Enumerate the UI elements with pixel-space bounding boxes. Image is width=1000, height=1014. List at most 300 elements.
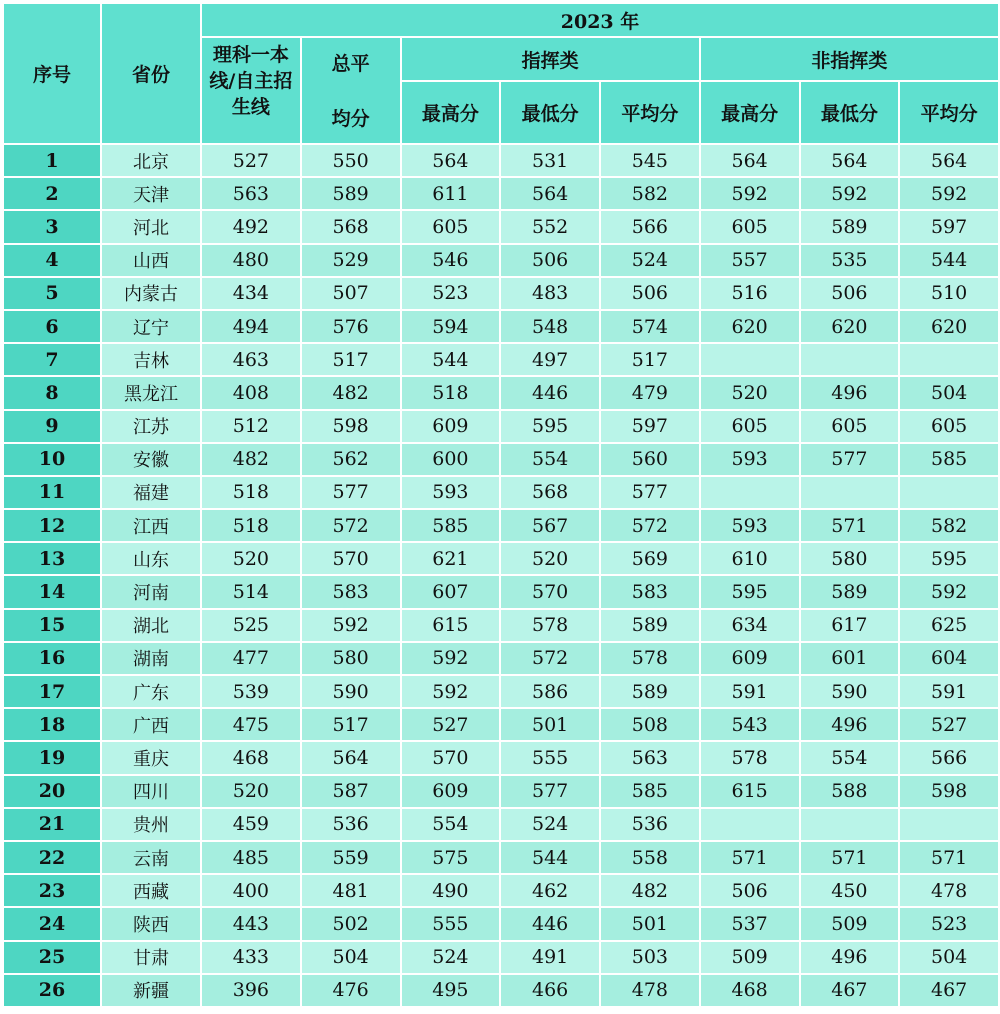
row-command-avg: 583 bbox=[600, 575, 700, 608]
row-command-max: 490 bbox=[401, 874, 501, 907]
row-total-average: 517 bbox=[301, 343, 401, 376]
row-non-command-avg: 566 bbox=[899, 741, 999, 774]
row-command-min: 578 bbox=[500, 609, 600, 642]
row-non-command-min: 554 bbox=[800, 741, 900, 774]
row-first-tier-line: 485 bbox=[201, 841, 301, 874]
table-row bbox=[3, 376, 999, 409]
row-command-avg: 558 bbox=[600, 841, 700, 874]
row-non-command-min: 496 bbox=[800, 376, 900, 409]
total-average-header-bottom: 均分 bbox=[331, 107, 370, 130]
table-row bbox=[3, 542, 999, 575]
row-command-min: 567 bbox=[500, 509, 600, 542]
row-province: 广东 bbox=[101, 675, 201, 708]
row-command-max: 600 bbox=[401, 443, 501, 476]
row-index: 23 bbox=[3, 874, 101, 907]
non-command-max-header: 最高分 bbox=[700, 81, 800, 144]
row-non-command-avg: 571 bbox=[899, 841, 999, 874]
row-province: 山西 bbox=[101, 244, 201, 277]
row-command-max: 495 bbox=[401, 974, 501, 1007]
row-non-command-max: 593 bbox=[700, 509, 800, 542]
row-province: 河南 bbox=[101, 575, 201, 608]
row-non-command-avg: 592 bbox=[899, 177, 999, 210]
row-first-tier-line: 482 bbox=[201, 443, 301, 476]
row-command-avg: 545 bbox=[600, 144, 700, 177]
row-command-avg: 517 bbox=[600, 343, 700, 376]
row-command-min: 501 bbox=[500, 708, 600, 741]
total-average-header bbox=[301, 37, 401, 144]
row-index: 15 bbox=[3, 609, 101, 642]
row-non-command-max: 592 bbox=[700, 177, 800, 210]
non-command-avg-header: 平均分 bbox=[899, 81, 999, 144]
row-command-max: 592 bbox=[401, 675, 501, 708]
row-non-command-max bbox=[700, 808, 800, 841]
row-non-command-min: 564 bbox=[800, 144, 900, 177]
table-row bbox=[3, 941, 999, 974]
row-command-min: 446 bbox=[500, 376, 600, 409]
command-category-header: 指挥类 bbox=[401, 37, 700, 81]
table-row bbox=[3, 244, 999, 277]
row-command-avg: 585 bbox=[600, 775, 700, 808]
row-total-average: 576 bbox=[301, 310, 401, 343]
row-first-tier-line: 514 bbox=[201, 575, 301, 608]
index-header: 序号 bbox=[3, 3, 101, 144]
row-total-average: 504 bbox=[301, 941, 401, 974]
row-command-avg: 503 bbox=[600, 941, 700, 974]
row-province: 江西 bbox=[101, 509, 201, 542]
non-command-category-header: 非指挥类 bbox=[700, 37, 999, 81]
row-command-avg: 574 bbox=[600, 310, 700, 343]
row-command-min: 497 bbox=[500, 343, 600, 376]
row-first-tier-line: 468 bbox=[201, 741, 301, 774]
row-non-command-max: 610 bbox=[700, 542, 800, 575]
row-non-command-max: 571 bbox=[700, 841, 800, 874]
row-total-average: 559 bbox=[301, 841, 401, 874]
row-province: 吉林 bbox=[101, 343, 201, 376]
row-non-command-avg: 582 bbox=[899, 509, 999, 542]
row-command-avg: 506 bbox=[600, 277, 700, 310]
row-province: 北京 bbox=[101, 144, 201, 177]
row-province: 重庆 bbox=[101, 741, 201, 774]
row-non-command-min: 450 bbox=[800, 874, 900, 907]
row-non-command-max bbox=[700, 476, 800, 509]
row-first-tier-line: 477 bbox=[201, 642, 301, 675]
row-first-tier-line: 480 bbox=[201, 244, 301, 277]
row-non-command-max: 506 bbox=[700, 874, 800, 907]
table-row bbox=[3, 974, 999, 1007]
row-index: 17 bbox=[3, 675, 101, 708]
row-index: 20 bbox=[3, 775, 101, 808]
table-row bbox=[3, 741, 999, 774]
row-command-avg: 589 bbox=[600, 609, 700, 642]
row-command-max: 605 bbox=[401, 210, 501, 243]
row-total-average: 572 bbox=[301, 509, 401, 542]
row-first-tier-line: 463 bbox=[201, 343, 301, 376]
row-command-avg: 524 bbox=[600, 244, 700, 277]
row-non-command-min: 571 bbox=[800, 509, 900, 542]
row-first-tier-line: 459 bbox=[201, 808, 301, 841]
row-province: 湖北 bbox=[101, 609, 201, 642]
row-command-max: 554 bbox=[401, 808, 501, 841]
row-total-average: 583 bbox=[301, 575, 401, 608]
row-total-average: 577 bbox=[301, 476, 401, 509]
row-non-command-min: 496 bbox=[800, 708, 900, 741]
row-non-command-max: 509 bbox=[700, 941, 800, 974]
row-command-min: 531 bbox=[500, 144, 600, 177]
row-province: 四川 bbox=[101, 775, 201, 808]
row-non-command-min: 617 bbox=[800, 609, 900, 642]
row-command-min: 462 bbox=[500, 874, 600, 907]
row-non-command-min: 592 bbox=[800, 177, 900, 210]
row-index: 18 bbox=[3, 708, 101, 741]
row-first-tier-line: 539 bbox=[201, 675, 301, 708]
row-command-avg: 566 bbox=[600, 210, 700, 243]
row-command-max: 611 bbox=[401, 177, 501, 210]
row-command-min: 524 bbox=[500, 808, 600, 841]
row-command-max: 570 bbox=[401, 741, 501, 774]
row-non-command-max bbox=[700, 343, 800, 376]
table-row bbox=[3, 509, 999, 542]
row-first-tier-line: 434 bbox=[201, 277, 301, 310]
row-total-average: 507 bbox=[301, 277, 401, 310]
row-non-command-avg: 598 bbox=[899, 775, 999, 808]
year-header: 2023 年 bbox=[201, 3, 999, 37]
table-row bbox=[3, 410, 999, 443]
row-non-command-avg: 527 bbox=[899, 708, 999, 741]
row-command-avg: 582 bbox=[600, 177, 700, 210]
row-command-max: 523 bbox=[401, 277, 501, 310]
row-non-command-max: 578 bbox=[700, 741, 800, 774]
row-total-average: 517 bbox=[301, 708, 401, 741]
row-command-min: 564 bbox=[500, 177, 600, 210]
row-non-command-min: 589 bbox=[800, 210, 900, 243]
row-command-min: 552 bbox=[500, 210, 600, 243]
row-total-average: 562 bbox=[301, 443, 401, 476]
row-non-command-avg: 564 bbox=[899, 144, 999, 177]
row-non-command-avg: 510 bbox=[899, 277, 999, 310]
row-non-command-max: 591 bbox=[700, 675, 800, 708]
row-command-max: 524 bbox=[401, 941, 501, 974]
row-non-command-avg: 523 bbox=[899, 907, 999, 940]
row-total-average: 564 bbox=[301, 741, 401, 774]
row-non-command-avg: 591 bbox=[899, 675, 999, 708]
row-first-tier-line: 525 bbox=[201, 609, 301, 642]
row-province: 安徽 bbox=[101, 443, 201, 476]
row-total-average: 568 bbox=[301, 210, 401, 243]
row-province: 贵州 bbox=[101, 808, 201, 841]
row-index: 10 bbox=[3, 443, 101, 476]
table-row bbox=[3, 609, 999, 642]
row-non-command-min: 580 bbox=[800, 542, 900, 575]
row-non-command-avg: 504 bbox=[899, 941, 999, 974]
row-first-tier-line: 494 bbox=[201, 310, 301, 343]
row-province: 湖南 bbox=[101, 642, 201, 675]
row-total-average: 481 bbox=[301, 874, 401, 907]
row-non-command-max: 537 bbox=[700, 907, 800, 940]
row-non-command-max: 543 bbox=[700, 708, 800, 741]
row-total-average: 570 bbox=[301, 542, 401, 575]
row-province: 甘肃 bbox=[101, 941, 201, 974]
table-row bbox=[3, 343, 999, 376]
row-command-min: 446 bbox=[500, 907, 600, 940]
row-non-command-min bbox=[800, 476, 900, 509]
table-row bbox=[3, 476, 999, 509]
row-first-tier-line: 400 bbox=[201, 874, 301, 907]
row-total-average: 598 bbox=[301, 410, 401, 443]
row-province: 内蒙古 bbox=[101, 277, 201, 310]
row-command-max: 615 bbox=[401, 609, 501, 642]
line-header: 理科一本线/自主招生线 bbox=[201, 37, 301, 144]
total-average-header-top: 总平 bbox=[331, 52, 370, 75]
row-non-command-avg bbox=[899, 343, 999, 376]
table-row bbox=[3, 310, 999, 343]
row-non-command-avg: 585 bbox=[899, 443, 999, 476]
row-non-command-min: 496 bbox=[800, 941, 900, 974]
command-min-header: 最低分 bbox=[500, 81, 600, 144]
row-command-min: 568 bbox=[500, 476, 600, 509]
row-non-command-max: 605 bbox=[700, 410, 800, 443]
table-body bbox=[3, 144, 999, 1007]
row-index: 8 bbox=[3, 376, 101, 409]
row-command-min: 595 bbox=[500, 410, 600, 443]
row-command-max: 592 bbox=[401, 642, 501, 675]
row-command-min: 586 bbox=[500, 675, 600, 708]
row-first-tier-line: 518 bbox=[201, 509, 301, 542]
row-non-command-max: 595 bbox=[700, 575, 800, 608]
row-command-min: 491 bbox=[500, 941, 600, 974]
row-total-average: 529 bbox=[301, 244, 401, 277]
admission-score-table bbox=[2, 2, 1000, 1008]
row-province: 黑龙江 bbox=[101, 376, 201, 409]
row-command-max: 594 bbox=[401, 310, 501, 343]
row-total-average: 592 bbox=[301, 609, 401, 642]
row-command-max: 564 bbox=[401, 144, 501, 177]
row-index: 25 bbox=[3, 941, 101, 974]
row-index: 16 bbox=[3, 642, 101, 675]
non-command-min-header: 最低分 bbox=[800, 81, 900, 144]
row-province: 广西 bbox=[101, 708, 201, 741]
row-index: 4 bbox=[3, 244, 101, 277]
row-index: 2 bbox=[3, 177, 101, 210]
row-non-command-min: 467 bbox=[800, 974, 900, 1007]
row-non-command-min: 601 bbox=[800, 642, 900, 675]
row-non-command-min: 605 bbox=[800, 410, 900, 443]
command-max-header: 最高分 bbox=[401, 81, 501, 144]
row-command-avg: 501 bbox=[600, 907, 700, 940]
row-index: 9 bbox=[3, 410, 101, 443]
row-non-command-min: 571 bbox=[800, 841, 900, 874]
table-row bbox=[3, 775, 999, 808]
table-row bbox=[3, 177, 999, 210]
row-command-max: 609 bbox=[401, 410, 501, 443]
table-row bbox=[3, 708, 999, 741]
row-index: 5 bbox=[3, 277, 101, 310]
row-province: 陕西 bbox=[101, 907, 201, 940]
table-row bbox=[3, 675, 999, 708]
row-non-command-min: 509 bbox=[800, 907, 900, 940]
row-non-command-max: 468 bbox=[700, 974, 800, 1007]
row-command-max: 544 bbox=[401, 343, 501, 376]
row-command-min: 548 bbox=[500, 310, 600, 343]
row-command-max: 621 bbox=[401, 542, 501, 575]
row-non-command-max: 520 bbox=[700, 376, 800, 409]
row-command-avg: 578 bbox=[600, 642, 700, 675]
row-index: 14 bbox=[3, 575, 101, 608]
table-header bbox=[3, 3, 999, 144]
row-command-avg: 482 bbox=[600, 874, 700, 907]
table-row bbox=[3, 443, 999, 476]
row-province: 天津 bbox=[101, 177, 201, 210]
row-command-max: 593 bbox=[401, 476, 501, 509]
row-command-min: 483 bbox=[500, 277, 600, 310]
row-non-command-min: 506 bbox=[800, 277, 900, 310]
row-total-average: 550 bbox=[301, 144, 401, 177]
row-command-avg: 569 bbox=[600, 542, 700, 575]
row-command-avg: 478 bbox=[600, 974, 700, 1007]
row-non-command-min: 535 bbox=[800, 244, 900, 277]
row-command-max: 585 bbox=[401, 509, 501, 542]
row-non-command-max: 593 bbox=[700, 443, 800, 476]
row-command-min: 544 bbox=[500, 841, 600, 874]
row-command-avg: 577 bbox=[600, 476, 700, 509]
row-index: 7 bbox=[3, 343, 101, 376]
row-non-command-avg: 604 bbox=[899, 642, 999, 675]
table-row bbox=[3, 210, 999, 243]
row-province: 新疆 bbox=[101, 974, 201, 1007]
row-province: 云南 bbox=[101, 841, 201, 874]
row-first-tier-line: 396 bbox=[201, 974, 301, 1007]
table-row bbox=[3, 907, 999, 940]
table-row bbox=[3, 874, 999, 907]
row-total-average: 536 bbox=[301, 808, 401, 841]
row-command-min: 577 bbox=[500, 775, 600, 808]
row-non-command-avg: 595 bbox=[899, 542, 999, 575]
row-province: 山东 bbox=[101, 542, 201, 575]
row-non-command-avg: 504 bbox=[899, 376, 999, 409]
row-non-command-max: 516 bbox=[700, 277, 800, 310]
row-total-average: 482 bbox=[301, 376, 401, 409]
row-index: 6 bbox=[3, 310, 101, 343]
row-first-tier-line: 520 bbox=[201, 542, 301, 575]
row-index: 21 bbox=[3, 808, 101, 841]
row-total-average: 476 bbox=[301, 974, 401, 1007]
row-province: 西藏 bbox=[101, 874, 201, 907]
row-non-command-avg: 620 bbox=[899, 310, 999, 343]
row-first-tier-line: 443 bbox=[201, 907, 301, 940]
row-non-command-avg: 544 bbox=[899, 244, 999, 277]
row-command-avg: 508 bbox=[600, 708, 700, 741]
row-command-avg: 597 bbox=[600, 410, 700, 443]
row-command-max: 555 bbox=[401, 907, 501, 940]
row-province: 江苏 bbox=[101, 410, 201, 443]
row-non-command-avg: 467 bbox=[899, 974, 999, 1007]
row-command-min: 572 bbox=[500, 642, 600, 675]
row-first-tier-line: 433 bbox=[201, 941, 301, 974]
table-row bbox=[3, 642, 999, 675]
row-first-tier-line: 563 bbox=[201, 177, 301, 210]
row-command-avg: 560 bbox=[600, 443, 700, 476]
row-non-command-min: 620 bbox=[800, 310, 900, 343]
row-command-max: 527 bbox=[401, 708, 501, 741]
table-row bbox=[3, 841, 999, 874]
row-total-average: 590 bbox=[301, 675, 401, 708]
row-province: 福建 bbox=[101, 476, 201, 509]
row-non-command-avg bbox=[899, 808, 999, 841]
row-command-max: 607 bbox=[401, 575, 501, 608]
row-command-max: 518 bbox=[401, 376, 501, 409]
table-row bbox=[3, 808, 999, 841]
row-total-average: 580 bbox=[301, 642, 401, 675]
row-total-average: 587 bbox=[301, 775, 401, 808]
row-non-command-max: 557 bbox=[700, 244, 800, 277]
row-total-average: 589 bbox=[301, 177, 401, 210]
row-first-tier-line: 408 bbox=[201, 376, 301, 409]
row-non-command-min: 577 bbox=[800, 443, 900, 476]
table-row bbox=[3, 575, 999, 608]
row-non-command-max: 620 bbox=[700, 310, 800, 343]
row-first-tier-line: 518 bbox=[201, 476, 301, 509]
row-non-command-min: 588 bbox=[800, 775, 900, 808]
row-command-avg: 536 bbox=[600, 808, 700, 841]
row-command-min: 520 bbox=[500, 542, 600, 575]
row-command-min: 570 bbox=[500, 575, 600, 608]
row-non-command-min bbox=[800, 343, 900, 376]
row-index: 1 bbox=[3, 144, 101, 177]
row-first-tier-line: 527 bbox=[201, 144, 301, 177]
row-province: 河北 bbox=[101, 210, 201, 243]
row-command-min: 554 bbox=[500, 443, 600, 476]
row-index: 13 bbox=[3, 542, 101, 575]
row-command-min: 506 bbox=[500, 244, 600, 277]
row-non-command-max: 615 bbox=[700, 775, 800, 808]
row-index: 24 bbox=[3, 907, 101, 940]
row-command-avg: 572 bbox=[600, 509, 700, 542]
row-non-command-avg: 478 bbox=[899, 874, 999, 907]
row-command-max: 609 bbox=[401, 775, 501, 808]
province-header: 省份 bbox=[101, 3, 201, 144]
row-index: 22 bbox=[3, 841, 101, 874]
row-non-command-avg: 625 bbox=[899, 609, 999, 642]
row-first-tier-line: 475 bbox=[201, 708, 301, 741]
row-index: 11 bbox=[3, 476, 101, 509]
row-command-min: 555 bbox=[500, 741, 600, 774]
row-non-command-min: 589 bbox=[800, 575, 900, 608]
row-index: 26 bbox=[3, 974, 101, 1007]
row-command-avg: 589 bbox=[600, 675, 700, 708]
row-province: 辽宁 bbox=[101, 310, 201, 343]
table-row bbox=[3, 277, 999, 310]
row-command-avg: 479 bbox=[600, 376, 700, 409]
row-index: 12 bbox=[3, 509, 101, 542]
row-non-command-max: 634 bbox=[700, 609, 800, 642]
row-first-tier-line: 520 bbox=[201, 775, 301, 808]
row-index: 19 bbox=[3, 741, 101, 774]
row-non-command-avg bbox=[899, 476, 999, 509]
row-command-max: 575 bbox=[401, 841, 501, 874]
row-non-command-avg: 592 bbox=[899, 575, 999, 608]
row-command-max: 546 bbox=[401, 244, 501, 277]
row-non-command-max: 609 bbox=[700, 642, 800, 675]
row-non-command-min: 590 bbox=[800, 675, 900, 708]
row-command-min: 466 bbox=[500, 974, 600, 1007]
row-total-average: 502 bbox=[301, 907, 401, 940]
row-first-tier-line: 492 bbox=[201, 210, 301, 243]
row-first-tier-line: 512 bbox=[201, 410, 301, 443]
command-avg-header: 平均分 bbox=[600, 81, 700, 144]
row-command-avg: 563 bbox=[600, 741, 700, 774]
row-non-command-avg: 597 bbox=[899, 210, 999, 243]
row-non-command-max: 605 bbox=[700, 210, 800, 243]
row-index: 3 bbox=[3, 210, 101, 243]
